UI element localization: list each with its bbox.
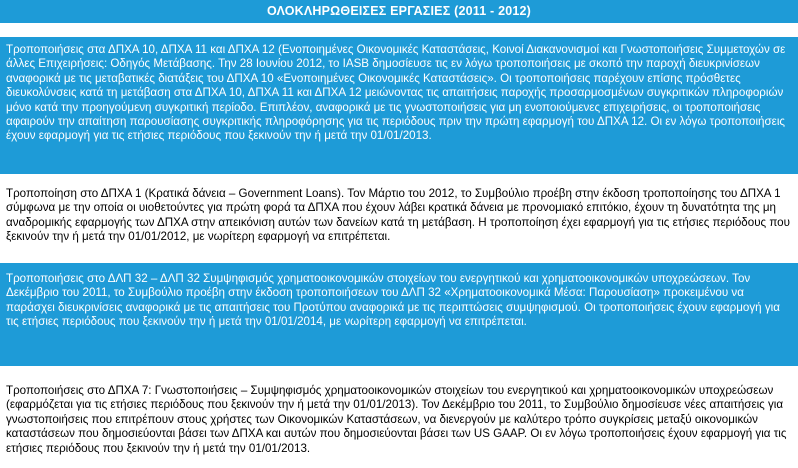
amendment-text: Τροποποιήσεις στα ΔΠΧΑ 10, ΔΠΧΑ 11 και ΔΠΧΑ 12 (Ενοποιημένες Οικονομικές Καταστάσεις, Κοινοί Διακανονισμοί και Γνωστοποιήσεις Συμμετοχών σε άλλες Επιχειρήσεις: Οδηγός Μετάβασης. Την 28 Ιουνίου 2012, το IASB δημοσίευσε τις εν λόγω τροποποιήσεις με σκοπό την παροχή διευκρινίσεων αναφορικά με τις μεταβατικές διατάξεις του ΔΠΧΑ 10 «Ενοποιημένες Οικονομικές Καταστάσεις». Οι τροποποιήσεις παρέχουν επίσης πρόσθετες διευκολύνσεις κατά τη μετάβαση στα ΔΠΧΑ 10, ΔΠΧΑ 11 και ΔΠΧΑ 12 μειώνοντας τις απαιτήσεις παροχής προσαρμοσμένων συγκριτικών πληροφοριών μόνο κατά την προηγούμενη συγκριτική περίοδο. Επιπλέον, αναφορικά με τις γνωστοποιήσεις για μη ενοποιούμενες επιχειρήσεις, οι τροποποιήσεις αφαιρούν την απαίτηση παρουσίασης συγκριτικής πληροφόρησης για τις περιόδους πριν την πρώτη εφαρμογή του ΔΠΧΑ 12. Οι εν λόγω τροποποιήσεις έχουν εφαρμογή για τις ετήσιες περιόδους που ξεκινούν την ή μετά την 01/01/2013. [6, 43, 786, 143]
header-title: ΟΛΟΚΛΗΡΩΘΕΙΣΕΣ ΕΡΓΑΣΙΕΣ (2011 - 2012) [266, 4, 532, 18]
amendment-text: Τροποποιήσεις στο ΔΠΧΑ 7: Γνωστοποιήσεις – Συμψηφισμός χρηματοοικονομικών στοιχείων του ενεργητικού και χρηματοοικονομικών υποχρεώσεων (εφαρμόζεται για τις ετήσιες περιόδους που ξεκινούν την ή μετά την 01/01/2013). Τον Δεκέμβριο του 2011, το Συμβούλιο δημοσίευσε νέες απαιτήσεις για γνωστοποιήσεις που επιτρέπουν στους χρήστες των Οικονομικών Καταστάσεων, να διενεργούν με καλύτερο τρόπο συγκρίσεις μεταξύ οικονομικών καταστάσεων που δημοσιεύονται βάσει των ΔΠΧΑ και αυτών που δημοσιεύονται βάσει των US GAAP. Οι εν λόγω τροποποιήσεις έχουν εφαρμογή για τις ετήσιες περιόδους που ξεκινούν την ή μετά την 01/01/2013. [6, 384, 787, 455]
amendment-block-ias-32 [0, 263, 798, 366]
amendment-block-ifrs-1 [0, 174, 798, 263]
amendment-text: Τροποποιήσεις στο ΔΛΠ 32 – ΔΛΠ 32 Συμψηφισμός χρηματοοικονομικών στοιχείων του ενεργητικού και χρηματοοικονομικών υποχρεώσεων. Τον Δεκέμβριο του 2011, το Συμβούλιο προέβη στην έκδοση τροποποιήσεων του ΔΛΠ 32 «Χρηματοοικονομικά Μέσα: Παρουσίαση» προκειμένου να παράσχει διευκρινίσεις αναφορικά με τις απαιτήσεις του Προτύπου αναφορικά με τις περιπτώσεις συμψηφισμού. Οι τροποποιήσεις έχουν εφαρμογή για τις ετήσιες περιόδους που ξεκινούν την ή μετά την 01/01/2014, με νωρίτερη εφαρμογή να επιτρέπεται. [6, 272, 780, 329]
section-header [0, 0, 798, 23]
amendment-block-ifrs-10-11-12 [0, 37, 798, 174]
amendment-block-ifrs-7 [0, 366, 798, 468]
amendment-text: Τροποποίηση στο ΔΠΧΑ 1 (Κρατικά δάνεια – Government Loans). Τον Μάρτιο του 2012, το Συμβούλιο προέβη στην έκδοση τροποποίησης του ΔΠΧΑ 1 σύμφωνα με την οποία οι υιοθετούντες για πρώτη φορά τα ΔΠΧΑ που έχουν λάβει κρατικά δάνεια με προνομιακό επιτόκιο, έχουν τη δυνατότητα της μη αναδρομικής εφαρμογής των ΔΠΧΑ στην απεικόνιση αυτών των δανείων κατά τη μετάβαση. Η τροποποίηση έχει εφαρμογή για τις ετήσιες περιόδους που ξεκινούν την ή μετά την 01/01/2012, με νωρίτερη εφαρμογή να επιτρέπεται. [6, 187, 790, 244]
